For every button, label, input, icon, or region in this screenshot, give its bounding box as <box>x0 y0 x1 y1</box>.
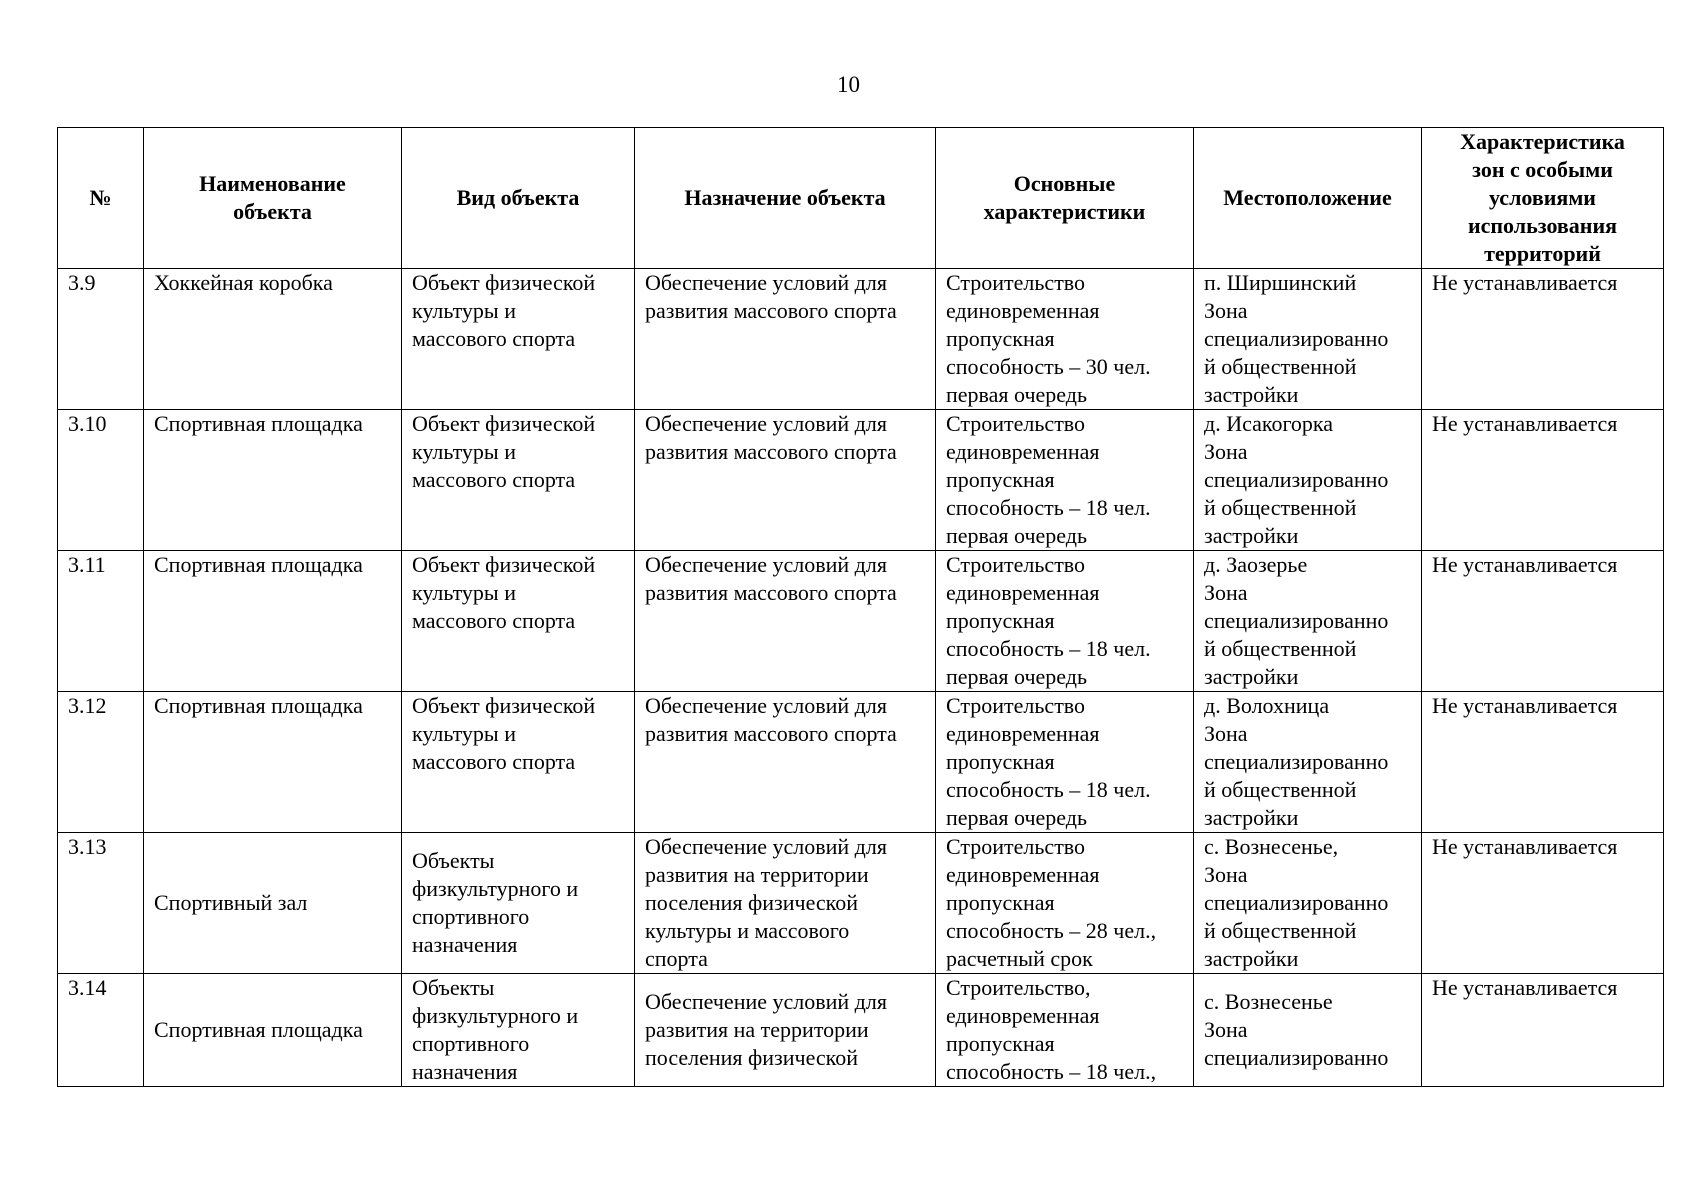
cell-zones: Не устанавливается <box>1422 551 1664 692</box>
cell-characteristics: Строительство единовременная пропускная способность – 18 чел. первая очередь <box>936 410 1194 551</box>
cell-characteristics: Строительство единовременная пропускная способность – 18 чел. первая очередь <box>936 551 1194 692</box>
cell-number: 3.13 <box>58 833 144 974</box>
cell-name: Хоккейная коробка <box>144 269 402 410</box>
cell-type: Объект физической культуры и массового спорта <box>402 410 635 551</box>
header-location: Местоположение <box>1194 128 1422 269</box>
table-row <box>58 833 1664 974</box>
cell-number: 3.10 <box>58 410 144 551</box>
cell-location: д. Волохница Зона специализированно й общественной застройки <box>1194 692 1422 833</box>
header-number: № <box>58 128 144 269</box>
cell-zones: Не устанавливается <box>1422 269 1664 410</box>
cell-purpose: Обеспечение условий для развития массового спорта <box>635 410 936 551</box>
cell-name: Спортивная площадка <box>144 551 402 692</box>
header-type: Вид объекта <box>402 128 635 269</box>
cell-location: д. Заозерье Зона специализированно й общественной застройки <box>1194 551 1422 692</box>
cell-type: Объект физической культуры и массового спорта <box>402 692 635 833</box>
cell-purpose: Обеспечение условий для развития на территории поселения физической <box>635 974 936 1087</box>
table-header <box>58 128 1664 269</box>
cell-purpose: Обеспечение условий для развития массового спорта <box>635 269 936 410</box>
cell-name: Спортивная площадка <box>144 974 402 1087</box>
cell-zones: Не устанавливается <box>1422 410 1664 551</box>
cell-characteristics: Строительство единовременная пропускная способность – 28 чел., расчетный срок <box>936 833 1194 974</box>
cell-number: 3.14 <box>58 974 144 1087</box>
cell-type: Объект физической культуры и массового спорта <box>402 551 635 692</box>
cell-number: 3.12 <box>58 692 144 833</box>
table-row <box>58 692 1664 833</box>
cell-number: 3.11 <box>58 551 144 692</box>
cell-name: Спортивный зал <box>144 833 402 974</box>
cell-type: Объекты физкультурного и спортивного назначения <box>402 833 635 974</box>
cell-location: с. Вознесенье, Зона специализированно й общественной застройки <box>1194 833 1422 974</box>
cell-location: п. Ширшинский Зона специализированно й общественной застройки <box>1194 269 1422 410</box>
cell-purpose: Обеспечение условий для развития массового спорта <box>635 551 936 692</box>
header-characteristics: Основные характеристики <box>936 128 1194 269</box>
cell-type: Объекты физкультурного и спортивного назначения <box>402 974 635 1087</box>
objects-table <box>57 127 1664 1087</box>
cell-number: 3.9 <box>58 269 144 410</box>
table-row <box>58 410 1664 551</box>
cell-name: Спортивная площадка <box>144 692 402 833</box>
table-row <box>58 269 1664 410</box>
cell-zones: Не устанавливается <box>1422 974 1664 1087</box>
cell-purpose: Обеспечение условий для развития на территории поселения физической культуры и массового спорта <box>635 833 936 974</box>
cell-location: с. Вознесенье Зона специализированно <box>1194 974 1422 1087</box>
cell-name: Спортивная площадка <box>144 410 402 551</box>
header-name: Наименование объекта <box>144 128 402 269</box>
cell-zones: Не устанавливается <box>1422 692 1664 833</box>
header-purpose: Назначение объекта <box>635 128 936 269</box>
table-row <box>58 974 1664 1087</box>
cell-type: Объект физической культуры и массового спорта <box>402 269 635 410</box>
cell-characteristics: Строительство, единовременная пропускная способность – 18 чел., <box>936 974 1194 1087</box>
cell-zones: Не устанавливается <box>1422 833 1664 974</box>
cell-purpose: Обеспечение условий для развития массового спорта <box>635 692 936 833</box>
cell-characteristics: Строительство единовременная пропускная способность – 18 чел. первая очередь <box>936 692 1194 833</box>
cell-location: д. Исакогорка Зона специализированно й общественной застройки <box>1194 410 1422 551</box>
page-number: 10 <box>837 72 860 97</box>
header-zones: Характеристика зон с особыми условиями использования территорий <box>1422 128 1664 269</box>
table-row <box>58 551 1664 692</box>
cell-characteristics: Строительство единовременная пропускная способность – 30 чел. первая очередь <box>936 269 1194 410</box>
